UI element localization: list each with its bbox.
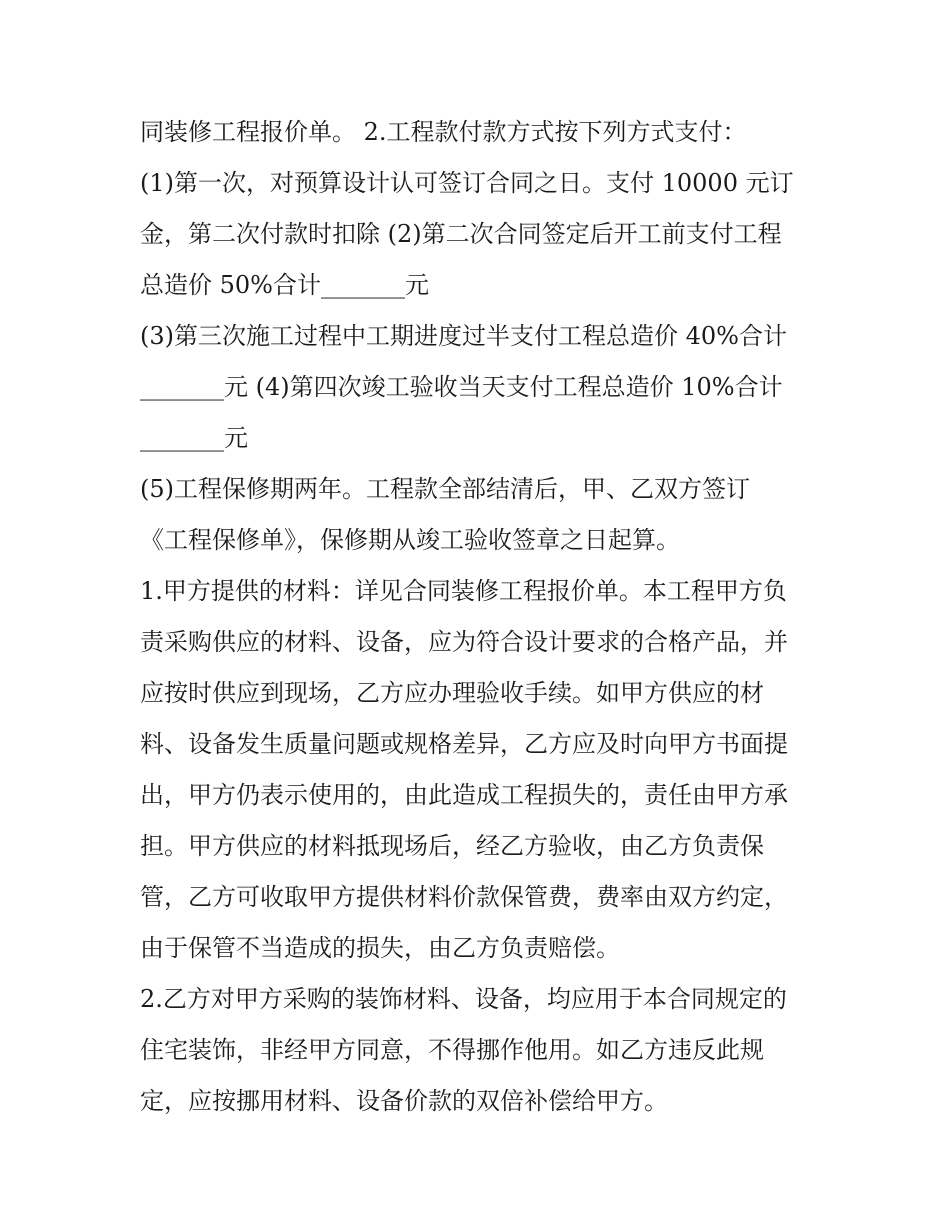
text-line: (3)第三次施工过程中工期进度过半支付工程总造价 40%合计 <box>140 322 787 350</box>
text-line: 住宅装饰，非经甲方同意，不得挪作他用。如乙方违反此规 <box>140 1036 764 1064</box>
text-line: 1.甲方提供的材料：详见合同装修工程报价单。本工程甲方负 <box>140 577 787 605</box>
text-line: 同装修工程报价单。 2.工程款付款方式按下列方式支付： <box>140 118 747 146</box>
text-line: 出，甲方仍表示使用的，由此造成工程损失的，责任由甲方承 <box>140 781 788 809</box>
text-line: 料、设备发生质量问题或规格差异，乙方应及时向甲方书面提 <box>140 730 788 758</box>
text-line: 金，第二次付款时扣除 (2)第二次合同签定后开工前支付工程 <box>140 220 782 248</box>
text-line: 管，乙方可收取甲方提供材料价款保管费，费率由双方约定， <box>140 883 788 911</box>
text-line: 担。甲方供应的材料抵现场后，经乙方验收，由乙方负责保 <box>140 832 764 860</box>
text-line: 应按时供应到现场，乙方应办理验收手续。如甲方供应的材 <box>140 679 764 707</box>
text-line: _______元 <box>140 424 248 452</box>
text-line: 由于保管不当造成的损失，由乙方负责赔偿。 <box>140 934 620 962</box>
text-line: (5)工程保修期两年。工程款全部结清后，甲、乙双方签订 <box>140 475 750 503</box>
text-line: 责采购供应的材料、设备，应为符合设计要求的合格产品，并 <box>140 628 788 656</box>
text-line: 定，应按挪用材料、设备价款的双倍补偿给甲方。 <box>140 1087 668 1115</box>
text-line: 总造价 50%合计_______元 <box>140 271 429 299</box>
text-line: (1)第一次，对预算设计认可签订合同之日。支付 10000 元订 <box>140 169 794 197</box>
document-body <box>140 107 830 1127</box>
text-line: _______元 (4)第四次竣工验收当天支付工程总造价 10%合计 <box>140 373 783 401</box>
text-line: 2.乙方对甲方采购的装饰材料、设备，均应用于本合同规定的 <box>140 985 787 1013</box>
text-line: 《工程保修单》，保修期从竣工验收签章之日起算。 <box>140 526 680 554</box>
